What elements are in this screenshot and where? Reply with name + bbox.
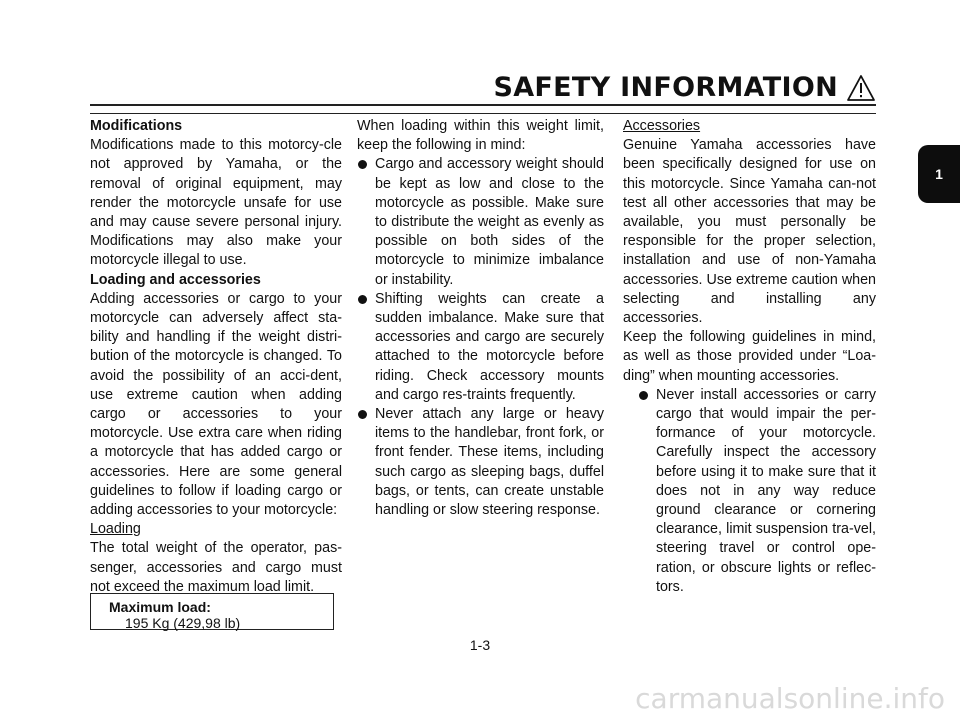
paragraph-modifications: Modifications made to this motorcy-cle not approved by Yamaha, or the removal of original equipment, may render the motorcycle unsafe for use and may cause severe personal injury. Modifications may also make your motorcycle illegal to use. [90,137,342,269]
column-1 [90,117,342,597]
list-item: Never attach any large or heavy items to the handlebar, front fork, or front fender. These items, including such cargo as sleeping bags, duffel bags, or tents, can create unstable handling or slow steering response. [357,405,604,520]
loading-guidelines-list [357,155,604,520]
heading-loading-accessories: Loading and accessories [90,271,261,288]
list-item: Cargo and accessory weight should be kept as low and close to the motorcycle as possible. Make sure to distribute the weight as evenly as possible on both sides of the motorcycle to minimize imbalance or instability. [357,155,604,289]
subheading-accessories: Accessories [623,118,701,134]
paragraph-accessories: Genuine Yamaha accessories have been specifically designed for use on this motorcycle. Since Yamaha can-not test all other accessories that may be available, you must personally be responsible for the proper selection, installation and use of non-Yamaha accessories. Use extreme caution when selecting and installing any accessories. [623,137,876,327]
header-rule [90,104,876,114]
list-item: Never install accessories or carry cargo that would impair the per-formance of your motorcycle. Carefully inspect the accessory before using it to make sure that it does not in any way reduce ground clearance or cornering clearance, limit suspension tra-vel, steering travel or control ope-ration, or obscure lights or reflec-tors. [638,386,876,597]
heading-modifications: Modifications [90,118,183,134]
column-2 [357,117,604,520]
paragraph-accessory-guidelines: Keep the following guidelines in mind, as well as those provided under “Loa-ding” when mounting accessories. [623,329,876,384]
chapter-tab-label: 1 [935,166,943,182]
page-number: 1-3 [469,637,491,653]
chapter-tab [918,145,960,203]
accessory-guidelines-list [623,386,876,597]
watermark: carmanualsonline.info [635,682,945,715]
paragraph-loading-intro: When loading within this weight limit, keep the following in mind: [357,118,604,154]
max-load-value: 195 Kg (429,98 lb) [125,615,241,631]
paragraph-load-limit: The total weight of the operator, pas-senger, accessories and cargo must not exceed the maximum load limit. [90,540,342,595]
warning-triangle-icon [846,74,876,102]
column-3 [623,117,876,597]
section-title: SAFETY INFORMATION [493,72,838,103]
max-load-label: Maximum load: [109,599,211,615]
paragraph-loading-accessories: Adding accessories or cargo to your motorcycle can adversely affect sta-bility and handling if the weight distri-bution of the motorcycle is changed. To avoid the possibility of an acci-dent, use extreme caution when adding cargo or accessories to your motorcycle. Use extra care when riding a motorcycle that has added cargo or accessories. Here are some general guidelines to follow if loading cargo or adding accessories to your motorcycle: [90,290,342,519]
subheading-loading: Loading [90,521,141,538]
list-item: Shifting weights can create a sudden imbalance. Make sure that accessories and cargo are securely attached to the motorcycle before riding. Check accessory mounts and cargo res-traints frequently. [357,290,604,405]
max-load-box [90,593,334,630]
page-header [493,72,876,103]
